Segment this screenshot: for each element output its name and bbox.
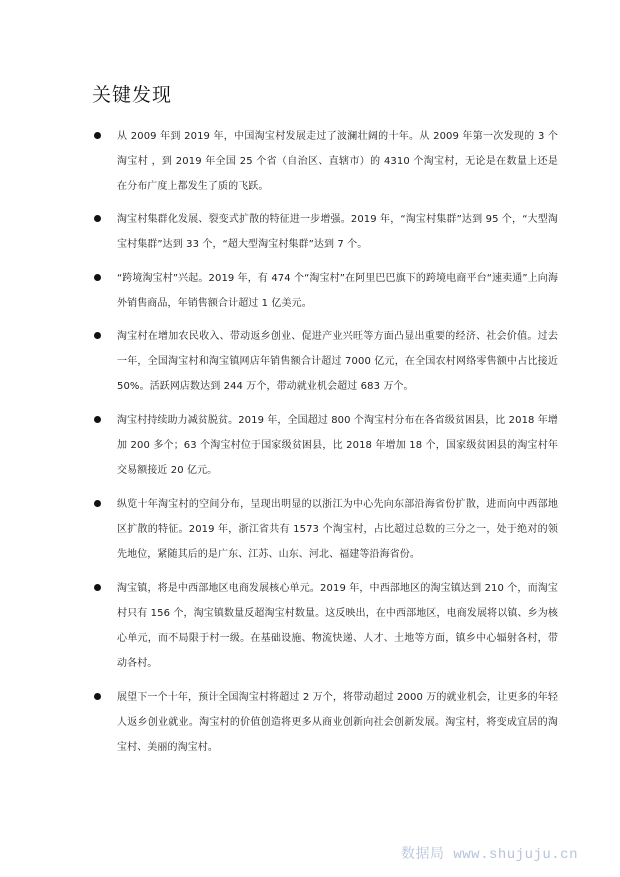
bullet-icon [94,693,101,700]
list-item [0,685,620,760]
list-item [0,207,620,257]
list-item [0,492,620,567]
bullet-icon [94,500,101,507]
finding-text: 淘宝村集群化发展、裂变式扩散的特征进一步增强。2019 年，“淘宝村集群”达到 95 个，“大型淘宝村集群”达到 33 个，“超大型淘宝村集群”达到 7 个。 [117,214,558,250]
finding-text: 展望下一个十年，预计全国淘宝村将超过 2 万个，将带动超过 2000 万的就业机会，让更多的年轻人返乡创业就业。淘宝村的价值创造将更多从商业创新向社会创新发展。淘宝村，将变成宜居的淘宝村、美丽的淘宝村。 [117,692,558,753]
bullet-icon [94,584,101,591]
finding-text: 从 2009 年到 2019 年，中国淘宝村发展走过了波澜壮阔的十年。从 2009 年第一次发现的 3 个淘宝村 ，到 2019 年全国 25 个省（自治区、直辖市）的 4310 个淘宝村，无论是在数量上还是在分布广度上都发生了质的飞跃。 [117,131,558,192]
list-item [0,266,620,316]
bullet-icon [94,215,101,222]
finding-text: 纵览十年淘宝村的空间分布，呈现出明显的以浙江为中心先向东部沿海省份扩散，进而向中西部地区扩散的特征。2019 年，浙江省共有 1573 个淘宝村，占比超过总数的三分之一，处于绝对的领先地位，紧随其后的是广东、江苏、山东、河北、福建等沿海省份。 [117,499,558,560]
list-item [0,408,620,483]
list-item [0,576,620,676]
finding-text: 淘宝村持续助力减贫脱贫。2019 年，全国超过 800 个淘宝村分布在各省级贫困县，比 2018 年增加 200 多个；63 个淘宝村位于国家级贫困县，比 2018 年增加 18 个，国家级贫困县的淘宝村年交易额接近 20 亿元。 [117,415,558,476]
bullet-icon [94,274,101,281]
list-item [0,324,620,399]
finding-text: 淘宝村在增加农民收入、带动返乡创业、促进产业兴旺等方面凸显出重要的经济、社会价值。过去一年，全国淘宝村和淘宝镇网店年销售额合计超过 7000 亿元，在全国农村网络零售额中占比接近 50%。活跃网店数达到 244 万个，带动就业机会超过 683 万个。 [117,331,558,392]
finding-text: 淘宝镇，将是中西部地区电商发展核心单元。2019 年，中西部地区的淘宝镇达到 210 个，而淘宝村只有 156 个，淘宝镇数量反超淘宝村数量。这反映出，在中西部地区，电商发展将以镇、乡为核心单元，而不局限于村一级。在基础设施、物流快递、人才、土地等方面，镇乡中心辐射各村，带动各村。 [117,583,558,669]
list-item [0,124,620,199]
bullet-icon [94,132,101,139]
bullet-icon [94,416,101,423]
bullet-icon [94,332,101,339]
page-title: 关键发现 [92,84,173,106]
watermark: 数据局 www.shujuju.cn [400,847,578,863]
finding-text: “跨境淘宝村”兴起。2019 年，有 474 个“淘宝村”在阿里巴巴旗下的跨境电商平台“速卖通”上向海外销售商品，年销售额合计超过 1 亿美元。 [117,273,558,309]
findings-list [0,124,620,760]
